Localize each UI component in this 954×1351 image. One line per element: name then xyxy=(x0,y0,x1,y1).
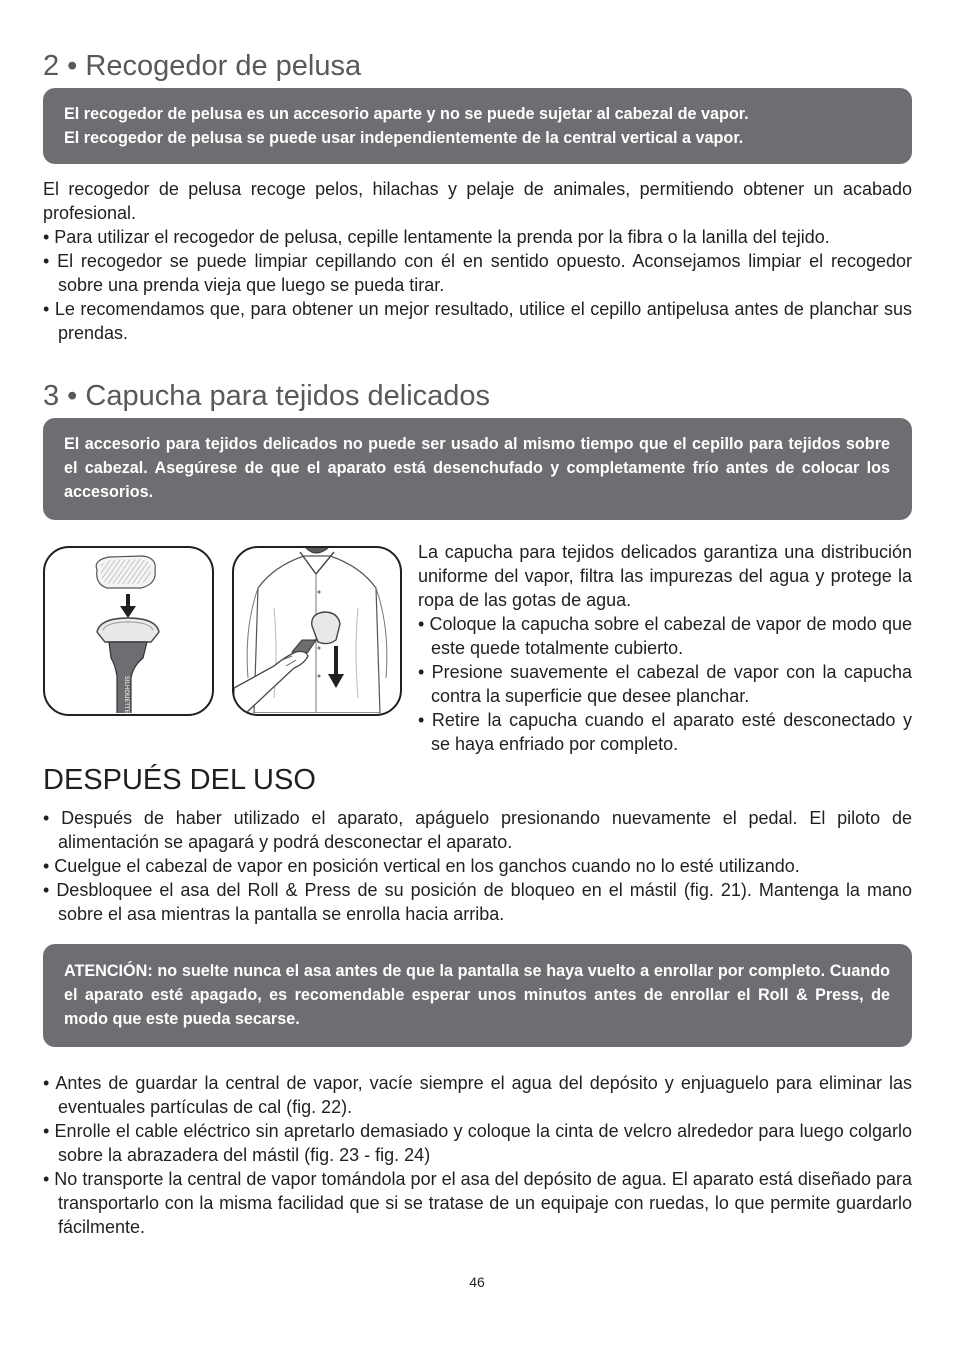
section-3-note xyxy=(43,418,912,520)
list-item: • Cuelgue el cabezal de vapor en posición vertical en los ganchos cuando no lo esté utilizando. xyxy=(43,856,800,876)
section-2-title: 2 • Recogedor de pelusa xyxy=(43,50,362,82)
list-item: • Presione suavemente el cabezal de vapor con la capucha contra la superficie que desee planchar. xyxy=(418,662,912,706)
after-use-body-a xyxy=(43,806,912,926)
list-item: • Desbloquee el asa del Roll & Press de su posición de bloqueo en el mástil (fig. 21). Mantenga la mano sobre el asa mientras la pantalla se enrolla hacia arriba. xyxy=(43,880,912,924)
section-3-intro: La capucha para tejidos delicados garantiza una distribución uniforme del vapor, filtra las impurezas del agua y protege la ropa de las gotas de agua. xyxy=(418,542,912,610)
list-item: • Le recomendamos que, para obtener un mejor resultado, utilice el cepillo antipelusa antes de planchar sus prendas. xyxy=(43,299,912,343)
shirt-steaming-illustration xyxy=(234,548,399,713)
section-2-body xyxy=(43,177,912,345)
list-item: • Enrolle el cable eléctrico sin apretarlo demasiado y coloque la cinta de velcro alrededor para luego colgarlo sobre la abrazadera del mástil (fig. 23 - fig. 24) xyxy=(43,1121,912,1165)
after-use-title: DESPUÉS DEL USO xyxy=(43,764,316,796)
page-number: 46 xyxy=(469,1274,485,1290)
figure-steaming-shirt xyxy=(232,546,402,716)
figure-cap-attach xyxy=(43,546,214,716)
note-line-1: El recogedor de pelusa es un accesorio aparte y no se puede sujetar al cabezal de vapor. xyxy=(64,105,749,123)
section-2-intro: El recogedor de pelusa recoge pelos, hilachas y pelaje de animales, permitiendo obtener un acabado profesional. xyxy=(43,179,912,223)
list-item: • No transporte la central de vapor tomándola por el asa del depósito de agua. El aparato está diseñado para transportarlo con la misma facilidad que si se tratase de un equipaje con ruedas, lo que permite guardarlo fácilmente. xyxy=(43,1169,912,1237)
steam-head-cap-illustration xyxy=(45,548,211,713)
warning-text: ATENCIÓN: no suelte nunca el asa antes de que la pantalla se haya vuelto a enrollar por completo. Cuando el aparato esté apagado, es recomendable esperar unos minutos antes de enrollar el Roll & Press, de modo que este pueda secarse. xyxy=(64,962,890,1028)
warning-note xyxy=(43,944,912,1047)
list-item: • El recogedor se puede limpiar cepillando con él en sentido opuesto. Aconsejamos limpiar el recogedor sobre una prenda vieja que luego se pueda tirar. xyxy=(43,251,912,295)
list-item: • Después de haber utilizado el aparato, apáguelo presionando nuevamente el pedal. El piloto de alimentación se apagará y podrá desconectar el aparato. xyxy=(43,808,912,852)
note-line-2: El recogedor de pelusa se puede usar independientemente de la central vertical a vapor. xyxy=(64,129,744,147)
list-item: • Retire la capucha cuando el aparato esté desconectado y se haya enfriado por completo. xyxy=(418,710,912,754)
section-3-body xyxy=(418,540,912,756)
after-use-body-b xyxy=(43,1071,912,1239)
list-item: • Antes de guardar la central de vapor, vacíe siempre el agua del depósito y enjuaguelo para eliminar las eventuales partículas de cal (fig. 22). xyxy=(43,1073,912,1117)
list-item: • Coloque la capucha sobre el cabezal de vapor de modo que este quede totalmente cubierto. xyxy=(418,614,912,658)
note-text: El accesorio para tejidos delicados no puede ser usado al mismo tiempo que el cepillo para tejidos sobre el cabezal. Asegúrese de que el aparato está desenchufado y completamente frío antes de colocar los accesorios. xyxy=(64,435,890,501)
section-2-note xyxy=(43,88,912,164)
section-3-title: 3 • Capucha para tejidos delicados xyxy=(43,380,491,412)
list-item: • Para utilizar el recogedor de pelusa, cepille lentamente la prenda por la fibra o la lanilla del tejido. xyxy=(43,227,830,247)
brand-label: SILHOUETTE xyxy=(123,676,130,713)
